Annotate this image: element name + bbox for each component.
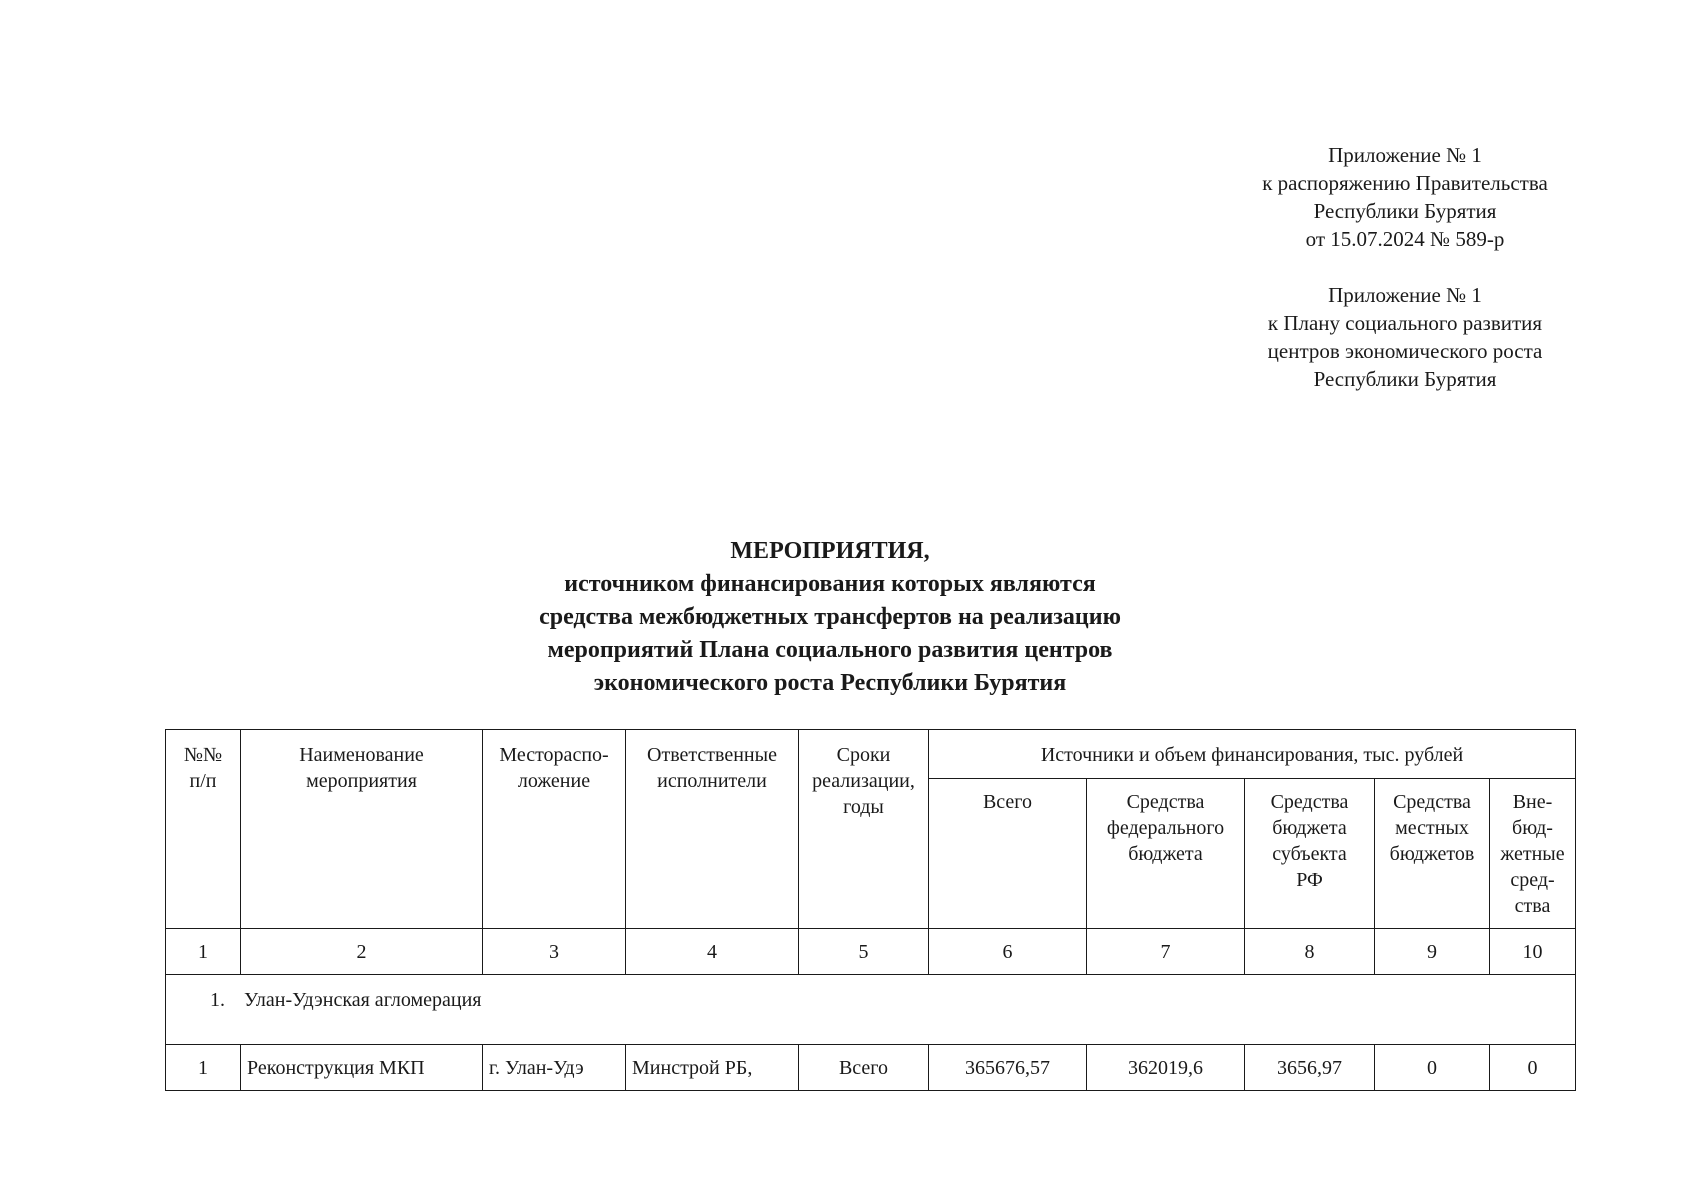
column-number: 7 — [1087, 929, 1245, 975]
document-title — [330, 535, 1330, 700]
column-number: 10 — [1490, 929, 1576, 975]
column-number: 6 — [929, 929, 1087, 975]
column-number: 3 — [483, 929, 626, 975]
cell-name: Реконструкция МКП — [241, 1045, 483, 1091]
header-name: Наименование мероприятия — [241, 730, 483, 929]
column-number: 5 — [799, 929, 929, 975]
cell-regional: 3656,97 — [1245, 1045, 1375, 1091]
annex-line: Приложение № 1 — [1328, 143, 1482, 167]
header-num: №№ п/п — [166, 730, 241, 929]
title-line: МЕРОПРИЯТИЯ, — [730, 538, 930, 564]
cell-num: 1 — [166, 1045, 241, 1091]
annex-header-order — [1180, 141, 1630, 253]
measures-table — [165, 729, 1576, 1091]
section-title — [166, 975, 1576, 1045]
cell-federal: 362019,6 — [1087, 1045, 1245, 1091]
title-line: экономического роста Республики Бурятия — [593, 670, 1067, 696]
annex-line: Приложение № 1 — [1328, 283, 1482, 307]
column-number: 4 — [626, 929, 799, 975]
annex-line: центров экономического роста — [1267, 339, 1543, 363]
annex-line: от 15.07.2024 № 589-р — [1305, 227, 1505, 251]
section-number: 1. — [210, 989, 225, 1011]
table-header-row — [166, 730, 1576, 779]
annex-line: к Плану социального развития — [1267, 311, 1543, 335]
table-row — [166, 1045, 1576, 1091]
section-row — [166, 975, 1576, 1045]
header-total: Всего — [929, 779, 1087, 929]
header-terms: Сроки реализации, годы — [799, 730, 929, 929]
annex-header-plan — [1180, 281, 1630, 393]
cell-local: 0 — [1375, 1045, 1490, 1091]
annex-line: Республики Бурятия — [1313, 367, 1497, 391]
header-federal: Средства федерального бюджета — [1087, 779, 1245, 929]
column-number-row — [166, 929, 1576, 975]
header-financing-group: Источники и объем финансирования, тыс. рублей — [929, 730, 1576, 779]
cell-executors: Минстрой РБ, — [626, 1045, 799, 1091]
header-local: Средства местных бюджетов — [1375, 779, 1490, 929]
cell-extrabudgetary: 0 — [1490, 1045, 1576, 1091]
cell-total: 365676,57 — [929, 1045, 1087, 1091]
header-regional: Средства бюджета субъекта РФ — [1245, 779, 1375, 929]
header-extrabudgetary: Вне- бюд- жетные сред- ства — [1490, 779, 1576, 929]
column-number: 2 — [241, 929, 483, 975]
section-label: Улан-Удэнская агломерация — [244, 989, 482, 1011]
title-line: средства межбюджетных трансфертов на реализацию — [539, 604, 1121, 630]
cell-terms: Всего — [799, 1045, 929, 1091]
header-location: Местораспо- ложение — [483, 730, 626, 929]
column-number: 9 — [1375, 929, 1490, 975]
column-number: 8 — [1245, 929, 1375, 975]
column-number: 1 — [166, 929, 241, 975]
cell-location: г. Улан-Удэ — [483, 1045, 626, 1091]
annex-line: к распоряжению Правительства — [1262, 171, 1548, 195]
title-line: мероприятий Плана социального развития центров — [547, 637, 1113, 663]
header-executors: Ответственные исполнители — [626, 730, 799, 929]
title-line: источником финансирования которых являются — [564, 571, 1096, 597]
annex-line: Республики Бурятия — [1313, 199, 1497, 223]
